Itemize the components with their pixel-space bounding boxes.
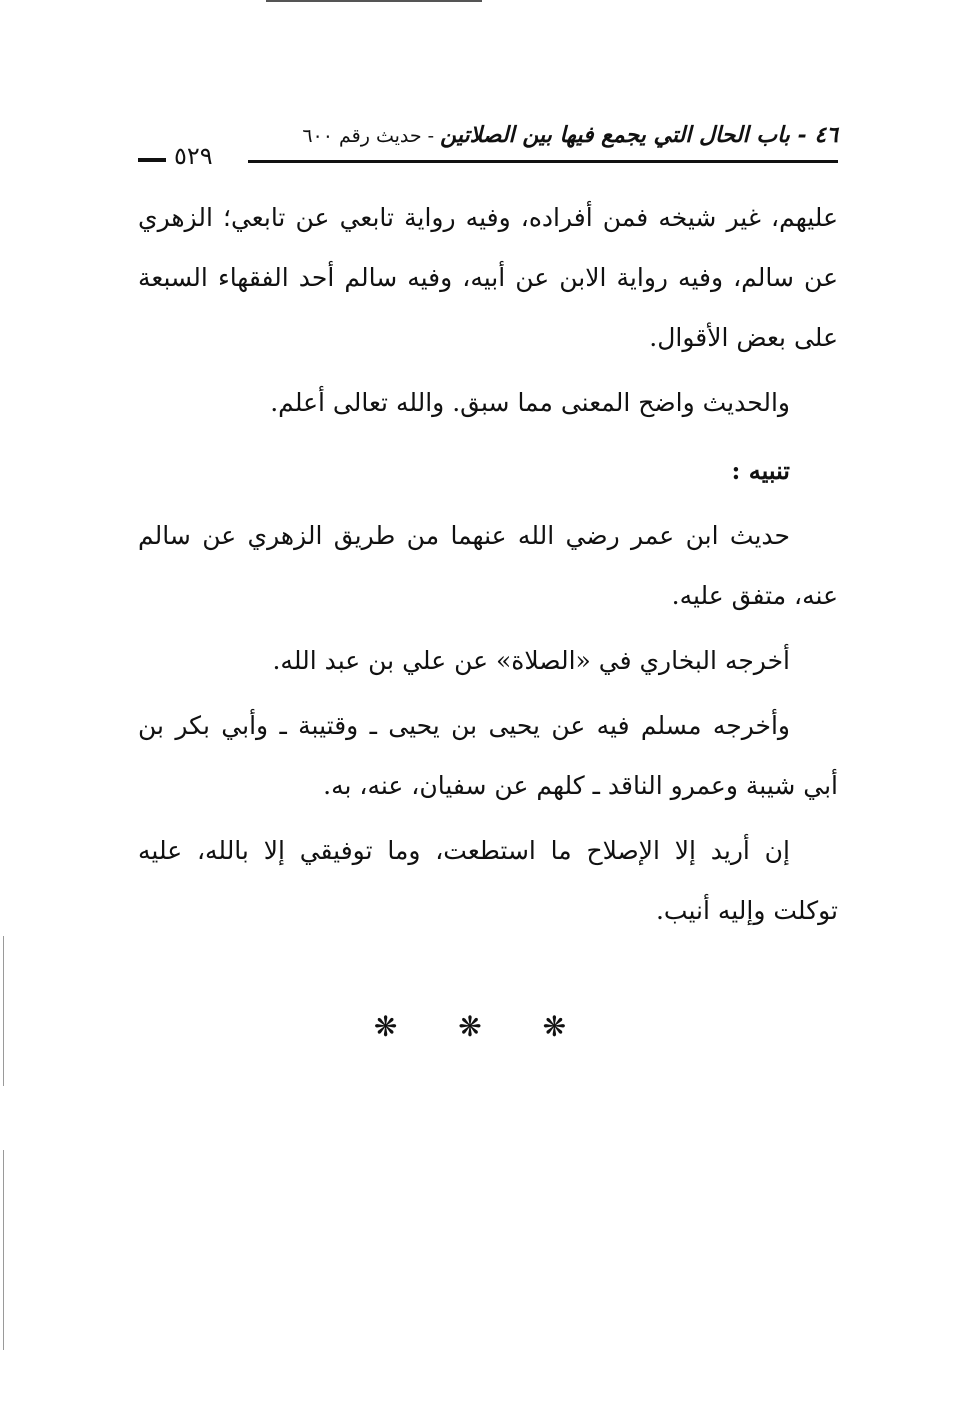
note-paragraph-1: حديث ابن عمر رضي الله عنهما من طريق الزهري عن سالم عنه، متفق عليه. (138, 521, 838, 610)
page-body (138, 188, 838, 946)
note-paragraph-3: وأخرجه مسلم فيه عن يحيى بن يحيى ـ وقتيبة ـ وأبي بكر بن أبي شيبة وعمرو الناقد ـ كلهم عن سفيان، عنه، به. (138, 711, 838, 800)
end-ornament: ❋ ❋ ❋ (373, 1010, 593, 1043)
header-title (302, 122, 838, 148)
hadith-reference: حديث رقم ٦٠٠ (302, 125, 422, 147)
page-number-dash (138, 158, 166, 162)
scan-top-rule (266, 0, 482, 2)
scan-edge-mark-lower (3, 1150, 4, 1350)
page-number: ٥٢٩ (174, 142, 213, 170)
body-paragraph-1: عليهم، غير شيخه فمن أفراده، وفيه رواية تابعي عن تابعي؛ الزهري عن سالم، وفيه رواية الابن عن أبيه، وفيه سالم أحد الفقهاء السبعة على بعض الأقوال. (138, 203, 838, 352)
note-heading: تنبيه : (731, 456, 790, 485)
header-separator: - (421, 125, 441, 147)
running-header (138, 122, 838, 174)
note-paragraph-2: أخرجه البخاري في «الصلاة» عن علي بن عبد الله. (272, 646, 790, 675)
body-paragraph-2: والحديث واضح المعنى مما سبق. والله تعالى أعلم. (270, 388, 790, 417)
note-paragraph-4: إن أريد إلا الإصلاح ما استطعت، وما توفيقي إلا بالله، عليه توكلت وإليه أنيب. (138, 836, 838, 925)
header-rule (248, 160, 838, 163)
chapter-title: ٤٦ - باب الحال التي يجمع فيها بين الصلاتين (440, 122, 838, 148)
